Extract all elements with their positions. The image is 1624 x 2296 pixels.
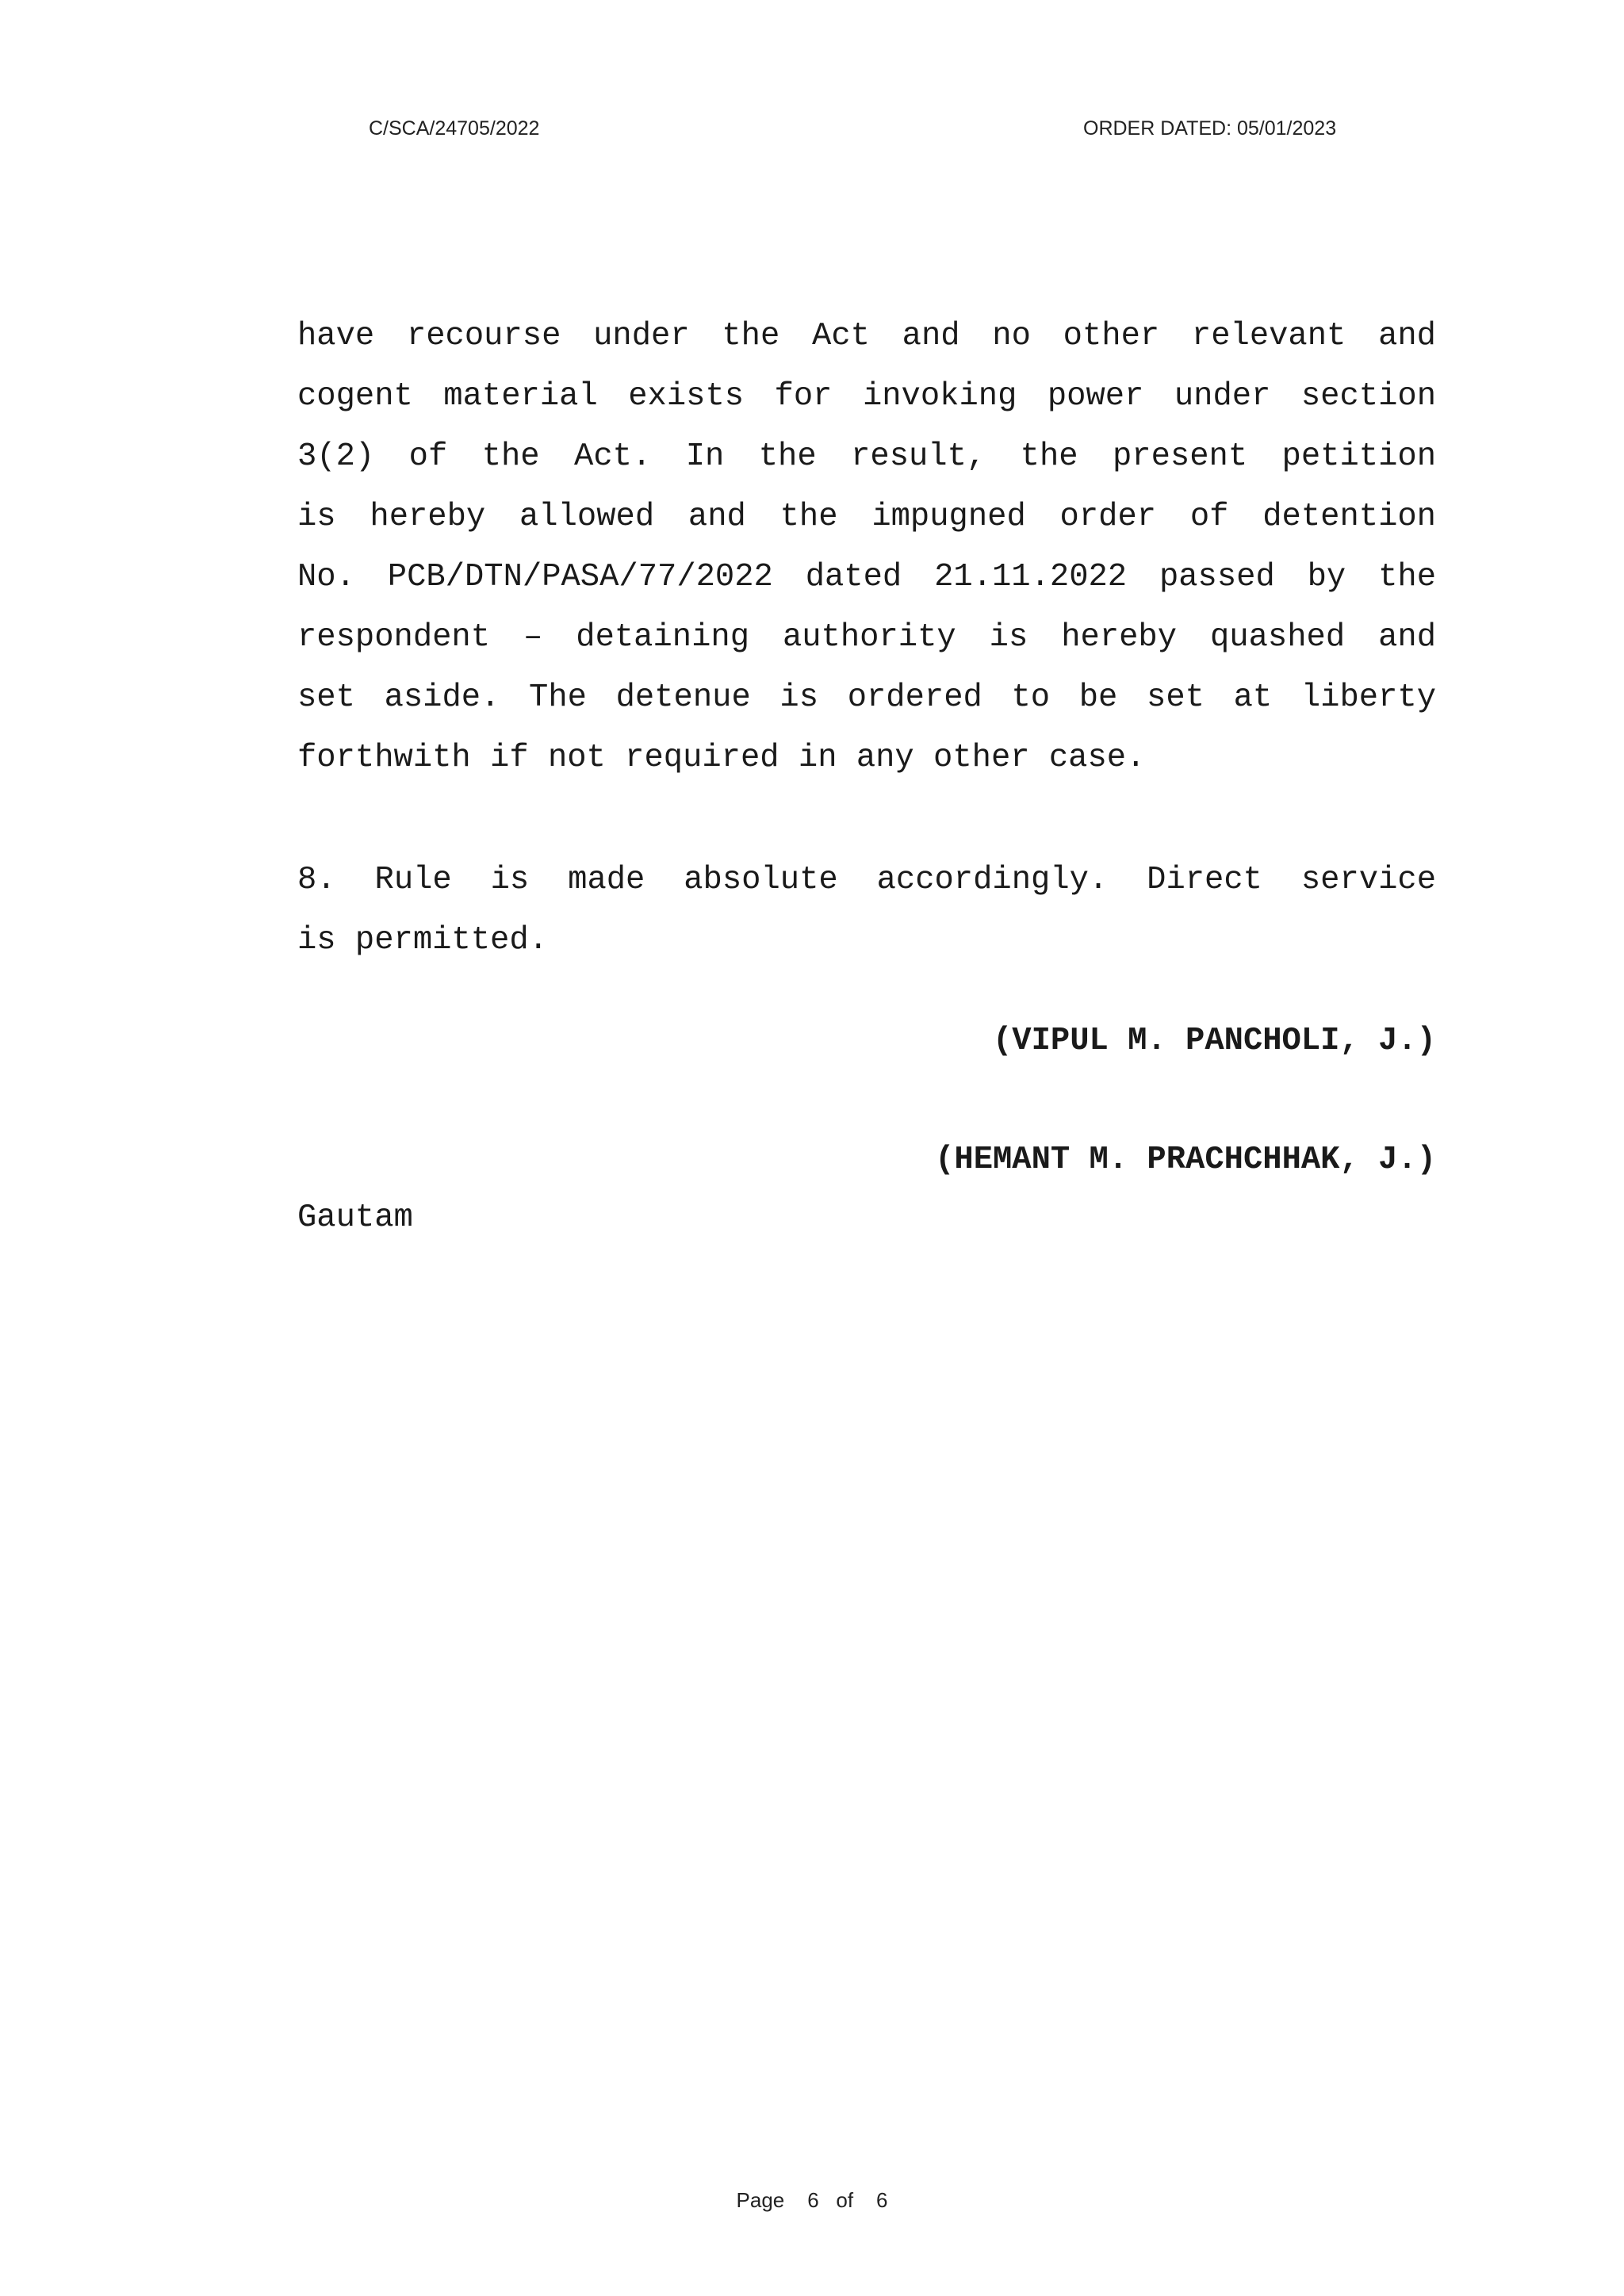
text-line: 3(2) of the Act. In the result, the present petition — [297, 438, 1436, 475]
text-line: have recourse under the Act and no other relevant and — [297, 318, 1436, 354]
paragraph-8 — [297, 850, 1436, 970]
of-label: of — [836, 2188, 854, 2212]
stenographer-initials: Gautam — [297, 1200, 413, 1236]
text-line: is permitted. — [297, 922, 548, 959]
text-line: 8. Rule is made absolute accordingly. Direct service — [297, 862, 1436, 898]
total-pages-number: 6 — [875, 2188, 888, 2212]
text-line: set aside. The detenue is ordered to be set at liberty — [297, 679, 1436, 716]
text-line: cogent material exists for invoking power under section — [297, 378, 1436, 415]
text-line: respondent – detaining authority is hereby quashed and — [297, 619, 1436, 656]
signature-judge-1: (VIPUL M. PANCHOLI, J.) — [993, 1023, 1436, 1059]
page-footer — [0, 2188, 1624, 2213]
current-page-number: 6 — [807, 2188, 819, 2212]
paragraph-7-continued — [297, 306, 1436, 788]
text-line: is hereby allowed and the impugned order of detention — [297, 499, 1436, 535]
order-date: ORDER DATED: 05/01/2023 — [1083, 117, 1337, 140]
case-number: C/SCA/24705/2022 — [369, 117, 540, 140]
text-line: No. PCB/DTN/PASA/77/2022 dated 21.11.2022 passed by the — [297, 559, 1436, 595]
text-line: forthwith if not required in any other case. — [297, 740, 1146, 776]
signature-judge-2: (HEMANT M. PRACHCHHAK, J.) — [935, 1142, 1436, 1178]
page-label: Page — [736, 2188, 785, 2212]
